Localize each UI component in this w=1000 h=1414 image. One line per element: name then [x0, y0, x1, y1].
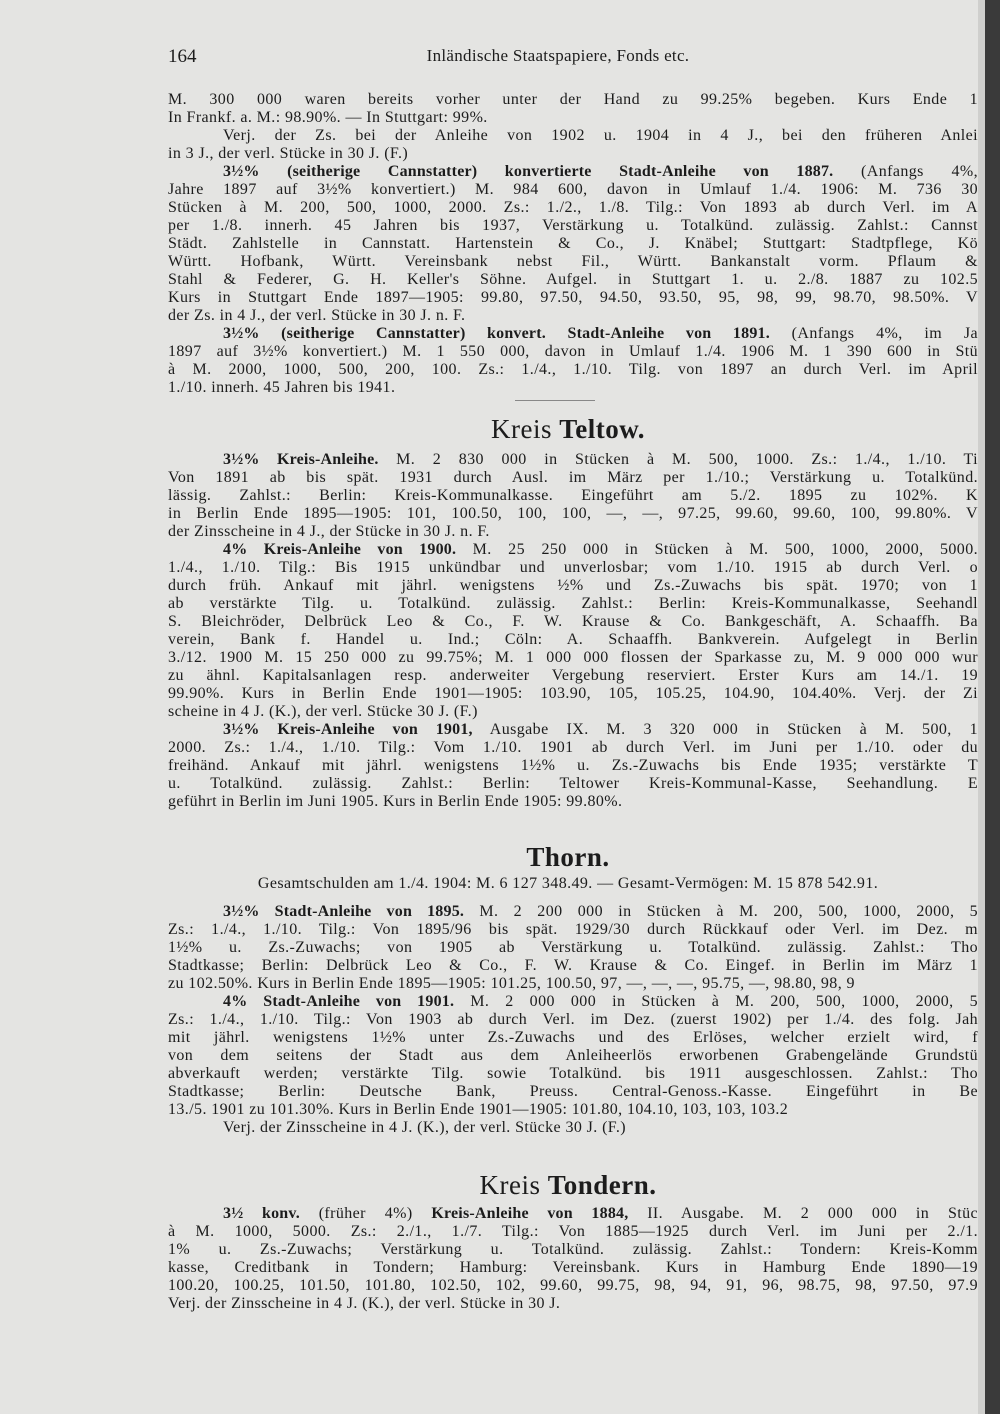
- text-segment: Kurs in Stuttgart Ende 1897—1905: 99.80, 97.50, 94.50, 93.50, 95, 98, 99, 98.70, 98.50%. V: [168, 289, 978, 306]
- bond-title: 3½ konv.: [223, 1205, 300, 1222]
- heading-thorn: [168, 842, 968, 873]
- text-line: [168, 181, 978, 199]
- text-line: [168, 667, 978, 685]
- heading-text-bold: Tondern.: [547, 1170, 657, 1200]
- bond-title: 3½% (seitherige Cannstatter) konvert. Stadt-Anleihe von 1891.: [223, 325, 770, 342]
- text-segment: durch früh. Ankauf mit jährl. wenigstens ½% und Zs.-Zuwachs bis spät. 1970; von 1: [168, 577, 978, 594]
- text-line: [168, 451, 978, 469]
- running-title: Inländische Staatspapiere, Fonds etc.: [426, 46, 690, 65]
- paragraph: [168, 1205, 978, 1313]
- text-line: [168, 577, 978, 595]
- section-thorn: [168, 903, 978, 1137]
- bond-title: 3½% Stadt-Anleihe von 1895.: [223, 903, 465, 920]
- text-segment: M. 25 250 000 in Stücken à M. 500, 1000, 2000, 5000.: [456, 541, 978, 558]
- text-segment: Zs.: 1./4., 1./10. Tilg.: Von 1895/96 bis spät. 1929/30 durch Rückkauf oder Verl. im Dez. m: [168, 921, 978, 938]
- text-line: [168, 523, 978, 541]
- text-segment: II. Ausgabe. M. 2 000 000 in Stüc: [628, 1205, 978, 1222]
- text-line: [168, 379, 978, 397]
- text-line: [168, 361, 978, 379]
- text-line: [168, 649, 978, 667]
- text-segment: der Zinsscheine in 4 J., der Stücke in 30 J. n. F.: [168, 523, 490, 540]
- heading-text: Kreis: [479, 1170, 548, 1200]
- text-segment: von dem seitens der Stadt aus dem Anleiheerlös erworbenen Grabengelände Grundstü: [168, 1047, 978, 1064]
- text-line: [168, 217, 978, 235]
- page-gutter-shadow: [978, 0, 985, 1414]
- text-segment: Von 1891 ab bis spät. 1931 durch Ausl. im März per 1./10.; Verstärkung u. Totalkünd.: [168, 469, 978, 486]
- heading-text-bold: Teltow.: [559, 414, 645, 444]
- text-segment: S. Bleichröder, Delbrück Leo & Co., F. W. Krause & Co. Bankgeschäft, A. Schaaffh. Ba: [168, 613, 978, 630]
- text-line: [168, 307, 978, 325]
- text-line: [168, 957, 978, 975]
- text-line: [168, 271, 978, 289]
- text-line: [168, 793, 978, 811]
- text-line: [168, 721, 978, 739]
- text-line: [168, 1223, 978, 1241]
- text-line: [168, 595, 978, 613]
- paragraph: [168, 1119, 978, 1137]
- text-segment: (Anfangs 4%, im Ja: [769, 325, 978, 342]
- text-segment: der Zs. in 4 J., der verl. Stücke in 30 J. n. F.: [168, 307, 466, 324]
- text-segment: à M. 1000, 5000. Zs.: 2./1., 1./7. Tilg.: Von 1885—1925 durch Verl. im Juni per 2./1.: [168, 1223, 978, 1240]
- text-segment: zu 102.50%. Kurs in Berlin Ende 1895—1905: 101.25, 100.50, 97, —, —, —, 95.75, —, 98.80, 98, 9: [168, 975, 855, 992]
- text-segment: verein, Bank f. Handel u. Ind.; Cöln: A. Schaaffh. Bankverein. Aufgelegt in Berlin: [168, 631, 978, 648]
- text-line: [168, 487, 978, 505]
- text-line: [168, 469, 978, 487]
- paragraph: [168, 993, 978, 1119]
- heading-kreis-tondern: [168, 1170, 968, 1201]
- text-segment: Württ. Hofbank, Württ. Vereinsbank nebst Fil., Württ. Bankanstalt vorm. Pflaum &: [168, 253, 978, 270]
- paragraph: [168, 451, 978, 541]
- text-line: [168, 289, 978, 307]
- text-line: [168, 685, 978, 703]
- text-segment: 13./5. 1901 zu 101.30%. Kurs in Berlin Ende 1901—1905: 101.80, 104.10, 103, 103, 103.2: [168, 1101, 789, 1118]
- paragraph: [168, 163, 978, 325]
- paragraph: [168, 541, 978, 721]
- text-line: [168, 1011, 978, 1029]
- bond-title: 3½% (seitherige Cannstatter) konvertierte Stadt-Anleihe von 1887.: [223, 163, 834, 180]
- thorn-debt-summary: Gesamtschulden am 1./4. 1904: M. 6 127 348.49. — Gesamt-Vermögen: M. 15 878 542.91.: [257, 875, 879, 892]
- bond-title: 4% Stadt-Anleihe von 1901.: [223, 993, 455, 1010]
- section-cannstatt: [168, 91, 978, 397]
- text-segment: 1./4., 1./10. Tilg.: Bis 1915 unkündbar und unverlosbar; vom 1./10. 1915 ab durch Verl. o: [168, 559, 978, 576]
- text-line: [168, 921, 978, 939]
- text-line: [168, 163, 978, 181]
- text-segment: abverkauft werden; verstärkte Tilg. sowie Totalkünd. bis 1911 ausgeschlossen. Zahlst.: Tho: [168, 1065, 978, 1082]
- text-segment: zu ähnl. Kapitalsanlagen resp. anderweiter Vergebung reserviert. Erster Kurs am 14./1. 19: [168, 667, 978, 684]
- paragraph: [168, 127, 978, 163]
- text-line: [168, 1101, 978, 1119]
- text-segment: 100.20, 100.25, 101.50, 101.80, 102.50, 102, 99.60, 99.75, 98, 94, 91, 96, 98.75, 98, 97.50, 97.9: [168, 1277, 978, 1294]
- text-line: [168, 325, 978, 343]
- text-line: [168, 343, 978, 361]
- text-line: [168, 1241, 978, 1259]
- paragraph: [168, 721, 978, 811]
- text-line: [168, 1029, 978, 1047]
- text-line: [168, 1205, 978, 1223]
- bond-title: 4% Kreis-Anleihe von 1900.: [223, 541, 457, 558]
- text-line: [168, 235, 978, 253]
- text-line: [168, 939, 978, 957]
- text-line: [168, 1119, 978, 1137]
- text-segment: Jahre 1897 auf 3½% konvertiert.) M. 984 600, davon in Umlauf 1./4. 1906: M. 736 30: [168, 181, 978, 198]
- text-segment: mit jährl. wenigstens 1½% unter Zs.-Zuwachs und des Erlöses, welcher erzielt wird, f: [168, 1029, 978, 1046]
- text-line: [168, 199, 978, 217]
- text-segment: M. 2 830 000 in Stücken à M. 500, 1000. Zs.: 1./4., 1./10. Ti: [378, 451, 978, 468]
- text-segment: (Anfangs 4%,: [833, 163, 978, 180]
- text-line: [168, 775, 978, 793]
- text-line: [168, 1259, 978, 1277]
- text-line: [168, 1047, 978, 1065]
- text-line: [168, 631, 978, 649]
- text-segment: 3./12. 1900 M. 15 250 000 zu 99.75%; M. 1 000 000 flossen der Sparkasse zu, M. 9 000 000 wur: [168, 649, 978, 666]
- text-segment: Städt. Zahlstelle in Cannstatt. Hartenstein & Co., J. Knäbel; Stuttgart: Stadtpflege, Kö: [168, 235, 978, 252]
- text-segment: Stadtkasse; Berlin: Deutsche Bank, Preuss. Central-Genoss.-Kasse. Eingeführt in Be: [168, 1083, 978, 1100]
- bond-title: Kreis-Anleihe von 1884,: [431, 1205, 629, 1222]
- text-line: [168, 505, 978, 523]
- text-line: [168, 541, 978, 559]
- text-line: [168, 757, 978, 775]
- bond-title: 3½% Kreis-Anleihe.: [223, 451, 379, 468]
- text-segment: Stücken à M. 200, 500, 1000, 2000. Zs.: 1./2., 1./8. Tilg.: Von 1893 ab durch Verl. im A: [168, 199, 978, 216]
- text-segment: ab verstärkte Tilg. u. Totalkünd. zulässig. Zahlst.: Berlin: Kreis-Kommunalkasse, Seehandl: [168, 595, 978, 612]
- heading-kreis-teltow: [168, 414, 968, 445]
- text-segment: Verj. der Zs. bei der Anleihe von 1902 u. 1904 in 4 J., bei den früheren Anlei: [223, 127, 978, 144]
- text-line: [168, 127, 978, 145]
- text-segment: 1./10. innerh. 45 Jahren bis 1941.: [168, 379, 396, 396]
- text-segment: Verj. der Zinsscheine in 4 J. (K.), der verl. Stücke 30 J. (F.): [223, 1119, 626, 1136]
- text-segment: Zs.: 1./4., 1./10. Tilg.: Von 1903 ab durch Verl. im Dez. (zuerst 1902) per 1./4. des folg. Jah: [168, 1011, 978, 1028]
- text-line: M. 300 000 waren bereits vorher unter der Hand zu 99.25% begeben. Kurs Ende 1: [168, 91, 978, 108]
- text-segment: per 1./8. innerh. 45 Jahren bis 1937, Verstärkung u. Totalkünd. zulässig. Zahlst.: Cannst: [168, 217, 978, 234]
- text-line: [168, 739, 978, 757]
- text-line: [168, 559, 978, 577]
- text-segment: geführt in Berlin im Juni 1905. Kurs in Berlin Ende 1905: 99.80%.: [168, 793, 623, 810]
- text-line: [168, 1065, 978, 1083]
- text-segment: M. 2 000 000 in Stücken à M. 200, 500, 1000, 2000, 5: [454, 993, 978, 1010]
- section-teltow: [168, 451, 978, 811]
- section-tondern: [168, 1205, 978, 1313]
- text-segment: 1% u. Zs.-Zuwachs; Verstärkung u. Totalkünd. zulässig. Zahlst.: Tondern: Kreis-Komm: [168, 1241, 978, 1258]
- text-line: [168, 975, 978, 993]
- text-segment: 1½% u. Zs.-Zuwachs; von 1905 ab Verstärkung u. Totalkünd. zulässig. Zahlst.: Tho: [168, 939, 978, 956]
- text-segment: kasse, Creditbank in Tondern; Hamburg: Vereinsbank. Kurs in Hamburg Ende 1890—19: [168, 1259, 978, 1276]
- text-line: [168, 613, 978, 631]
- text-segment: 1897 auf 3½% konvertiert.) M. 1 550 000, davon in Umlauf 1./4. 1906 M. 1 390 600 in Stü: [168, 343, 978, 360]
- text-segment: Stahl & Federer, G. H. Keller's Söhne. Aufgel. in Stuttgart 1. u. 2./8. 1887 zu 102.5: [168, 271, 978, 288]
- text-segment: in 3 J., der verl. Stücke in 30 J. (F.): [168, 145, 409, 162]
- text-segment: M. 2 200 000 in Stücken à M. 200, 500, 1000, 2000, 5: [464, 903, 978, 920]
- text-segment: à M. 2000, 1000, 500, 200, 100. Zs.: 1./4., 1./10. Tilg. von 1897 an durch Verl. im April: [168, 361, 978, 378]
- text-segment: 2000. Zs.: 1./4., 1./10. Tilg.: Vom 1./10. 1901 ab durch Verl. im Juni per 1./10. oder du: [168, 739, 978, 756]
- page-header: [168, 46, 948, 70]
- text-line: [168, 145, 978, 163]
- text-line: [168, 1083, 978, 1101]
- section-divider: [515, 400, 595, 401]
- text-segment: lässig. Zahlst.: Berlin: Kreis-Kommunalkasse. Eingeführt am 5./2. 1895 zu 102%. K: [168, 487, 978, 504]
- heading-text-bold: Thorn.: [526, 842, 610, 872]
- text-line: [168, 1295, 978, 1313]
- paragraph: [168, 325, 978, 397]
- text-line: [168, 703, 978, 721]
- text-segment: (früher 4%): [299, 1205, 432, 1222]
- bond-title: 3½% Kreis-Anleihe von 1901,: [223, 721, 473, 738]
- text-line: [168, 1277, 978, 1295]
- text-line: [168, 993, 978, 1011]
- text-segment: Verj. der Zinsscheine in 4 J. (K.), der verl. Stücke in 30 J.: [168, 1295, 561, 1312]
- paragraph: [168, 903, 978, 993]
- text-line: [168, 903, 978, 921]
- text-segment: u. Totalkünd. zulässig. Zahlst.: Berlin: Teltower Kreis-Kommunal-Kasse, Seehandlung. E: [168, 775, 978, 792]
- text-segment: scheine in 4 J. (K.), der verl. Stücke 30 J. (F.): [168, 703, 478, 720]
- heading-text: Kreis: [491, 414, 560, 444]
- page-number: 164: [168, 46, 197, 67]
- scan-edge: [985, 0, 1000, 1414]
- text-segment: freihänd. Ankauf mit jährl. wenigstens 1½% u. Zs.-Zuwachs bis Ende 1935; verstärkte T: [168, 757, 978, 774]
- text-line: [168, 253, 978, 271]
- text-segment: 99.90%. Kurs in Berlin Ende 1901—1905: 103.90, 105, 105.25, 104.90, 104.40%. Verj. der Zi: [168, 685, 978, 702]
- text-segment: Stadtkasse; Berlin: Delbrück Leo & Co., F. W. Krause & Co. Eingef. in Berlin im März 1: [168, 957, 978, 974]
- text-segment: Ausgabe IX. M. 3 320 000 in Stücken à M. 500, 1: [472, 721, 978, 738]
- text-segment: in Berlin Ende 1895—1905: 101, 100.50, 100, 100, —, —, 97.25, 99.60, 99.60, 100, 99.80%. V: [168, 505, 978, 522]
- text-line: In Frankf. a. M.: 98.90%. — In Stuttgart: 99%.: [168, 109, 488, 126]
